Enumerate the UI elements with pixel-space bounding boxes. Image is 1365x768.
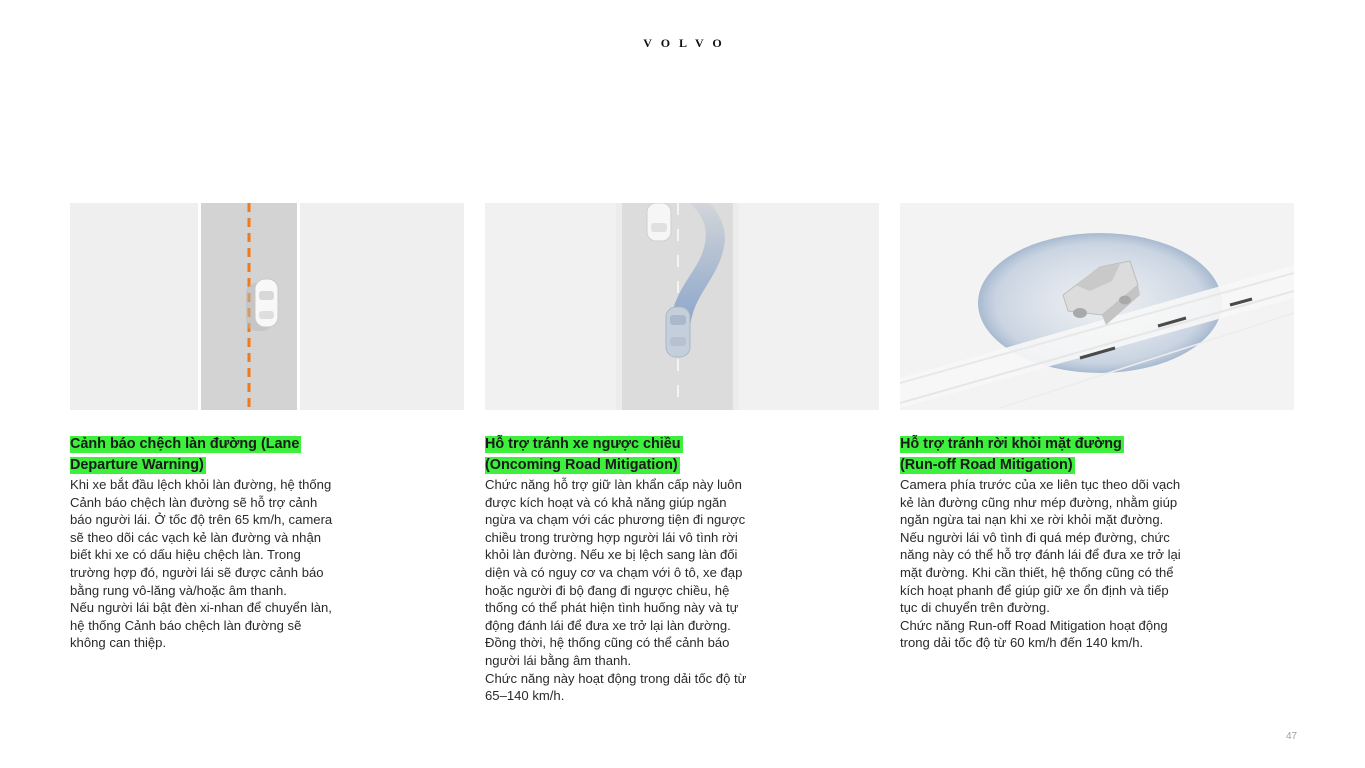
section-title: Hỗ trợ tránh xe ngược chiều (Oncoming Road Mitigation) [485, 436, 681, 473]
section-body: Chức năng hỗ trợ giữ làn khẩn cấp này luôn được kích hoạt và có khả năng giúp ngăn ngừa va chạm với các phương tiện đi ngược chiều trong trường hợp người lái vô tình rời khỏi làn đường. Nếu xe bị lệch sang làn đối diện và có nguy cơ va chạm với ô tô, xe đạp hoặc người đi bộ đang đi ngược chiều, hệ thống có thể phát hiện tình huống này và tự động đánh lái để đưa xe trở lại làn đường. Đồng thời, hệ thống cũng có thể cảnh báo người lái bằng âm thanh. Chức năng này hoạt động trong dải tốc độ từ 65–140 km/h. [485, 477, 747, 704]
oncoming-mitigation-section [485, 203, 879, 705]
lane-departure-section [70, 203, 464, 652]
section-title: Cảnh báo chệch làn đường (Lane Departure Warning) [70, 436, 300, 473]
run-off-mitigation-section [900, 203, 1294, 652]
volvo-logo: VOLVO [643, 36, 731, 50]
section-title: Hỗ trợ tránh rời khỏi mặt đường (Run-off Road Mitigation) [900, 436, 1122, 473]
lane-departure-illustration [70, 203, 464, 410]
section-body: Khi xe bắt đầu lệch khỏi làn đường, hệ thống Cảnh báo chệch làn đường sẽ hỗ trợ cảnh báo người lái. Ở tốc độ trên 65 km/h, camera sẽ theo dõi các vạch kẻ làn đường và nhận biết khi xe có dấu hiệu chệch làn. Trong trường hợp đó, người lái sẽ được cảnh báo bằng rung vô-lăng và/hoặc âm thanh. Nếu người lái bật đèn xi-nhan để chuyển làn, hệ thống Cảnh báo chệch làn đường sẽ không can thiệp. [70, 477, 333, 651]
oncoming-mitigation-illustration [485, 203, 879, 410]
section-body: Camera phía trước của xe liên tục theo dõi vạch kẻ làn đường cũng như mép đường, nhằm giúp ngăn ngừa tai nạn khi xe rời khỏi mặt đường. Nếu người lái vô tình đi quá mép đường, chức năng này có thể hỗ trợ đánh lái để đưa xe trở lại mặt đường. Khi cần thiết, hệ thống cũng có thể kích hoạt phanh để giúp giữ xe ổn định và tiếp tục di chuyển trên đường. Chức năng Run-off Road Mitigation hoạt động trong dải tốc độ từ 60 km/h đến 140 km/h. [900, 477, 1181, 651]
page-number: 47 [1286, 731, 1298, 742]
run-off-mitigation-illustration [900, 203, 1294, 410]
